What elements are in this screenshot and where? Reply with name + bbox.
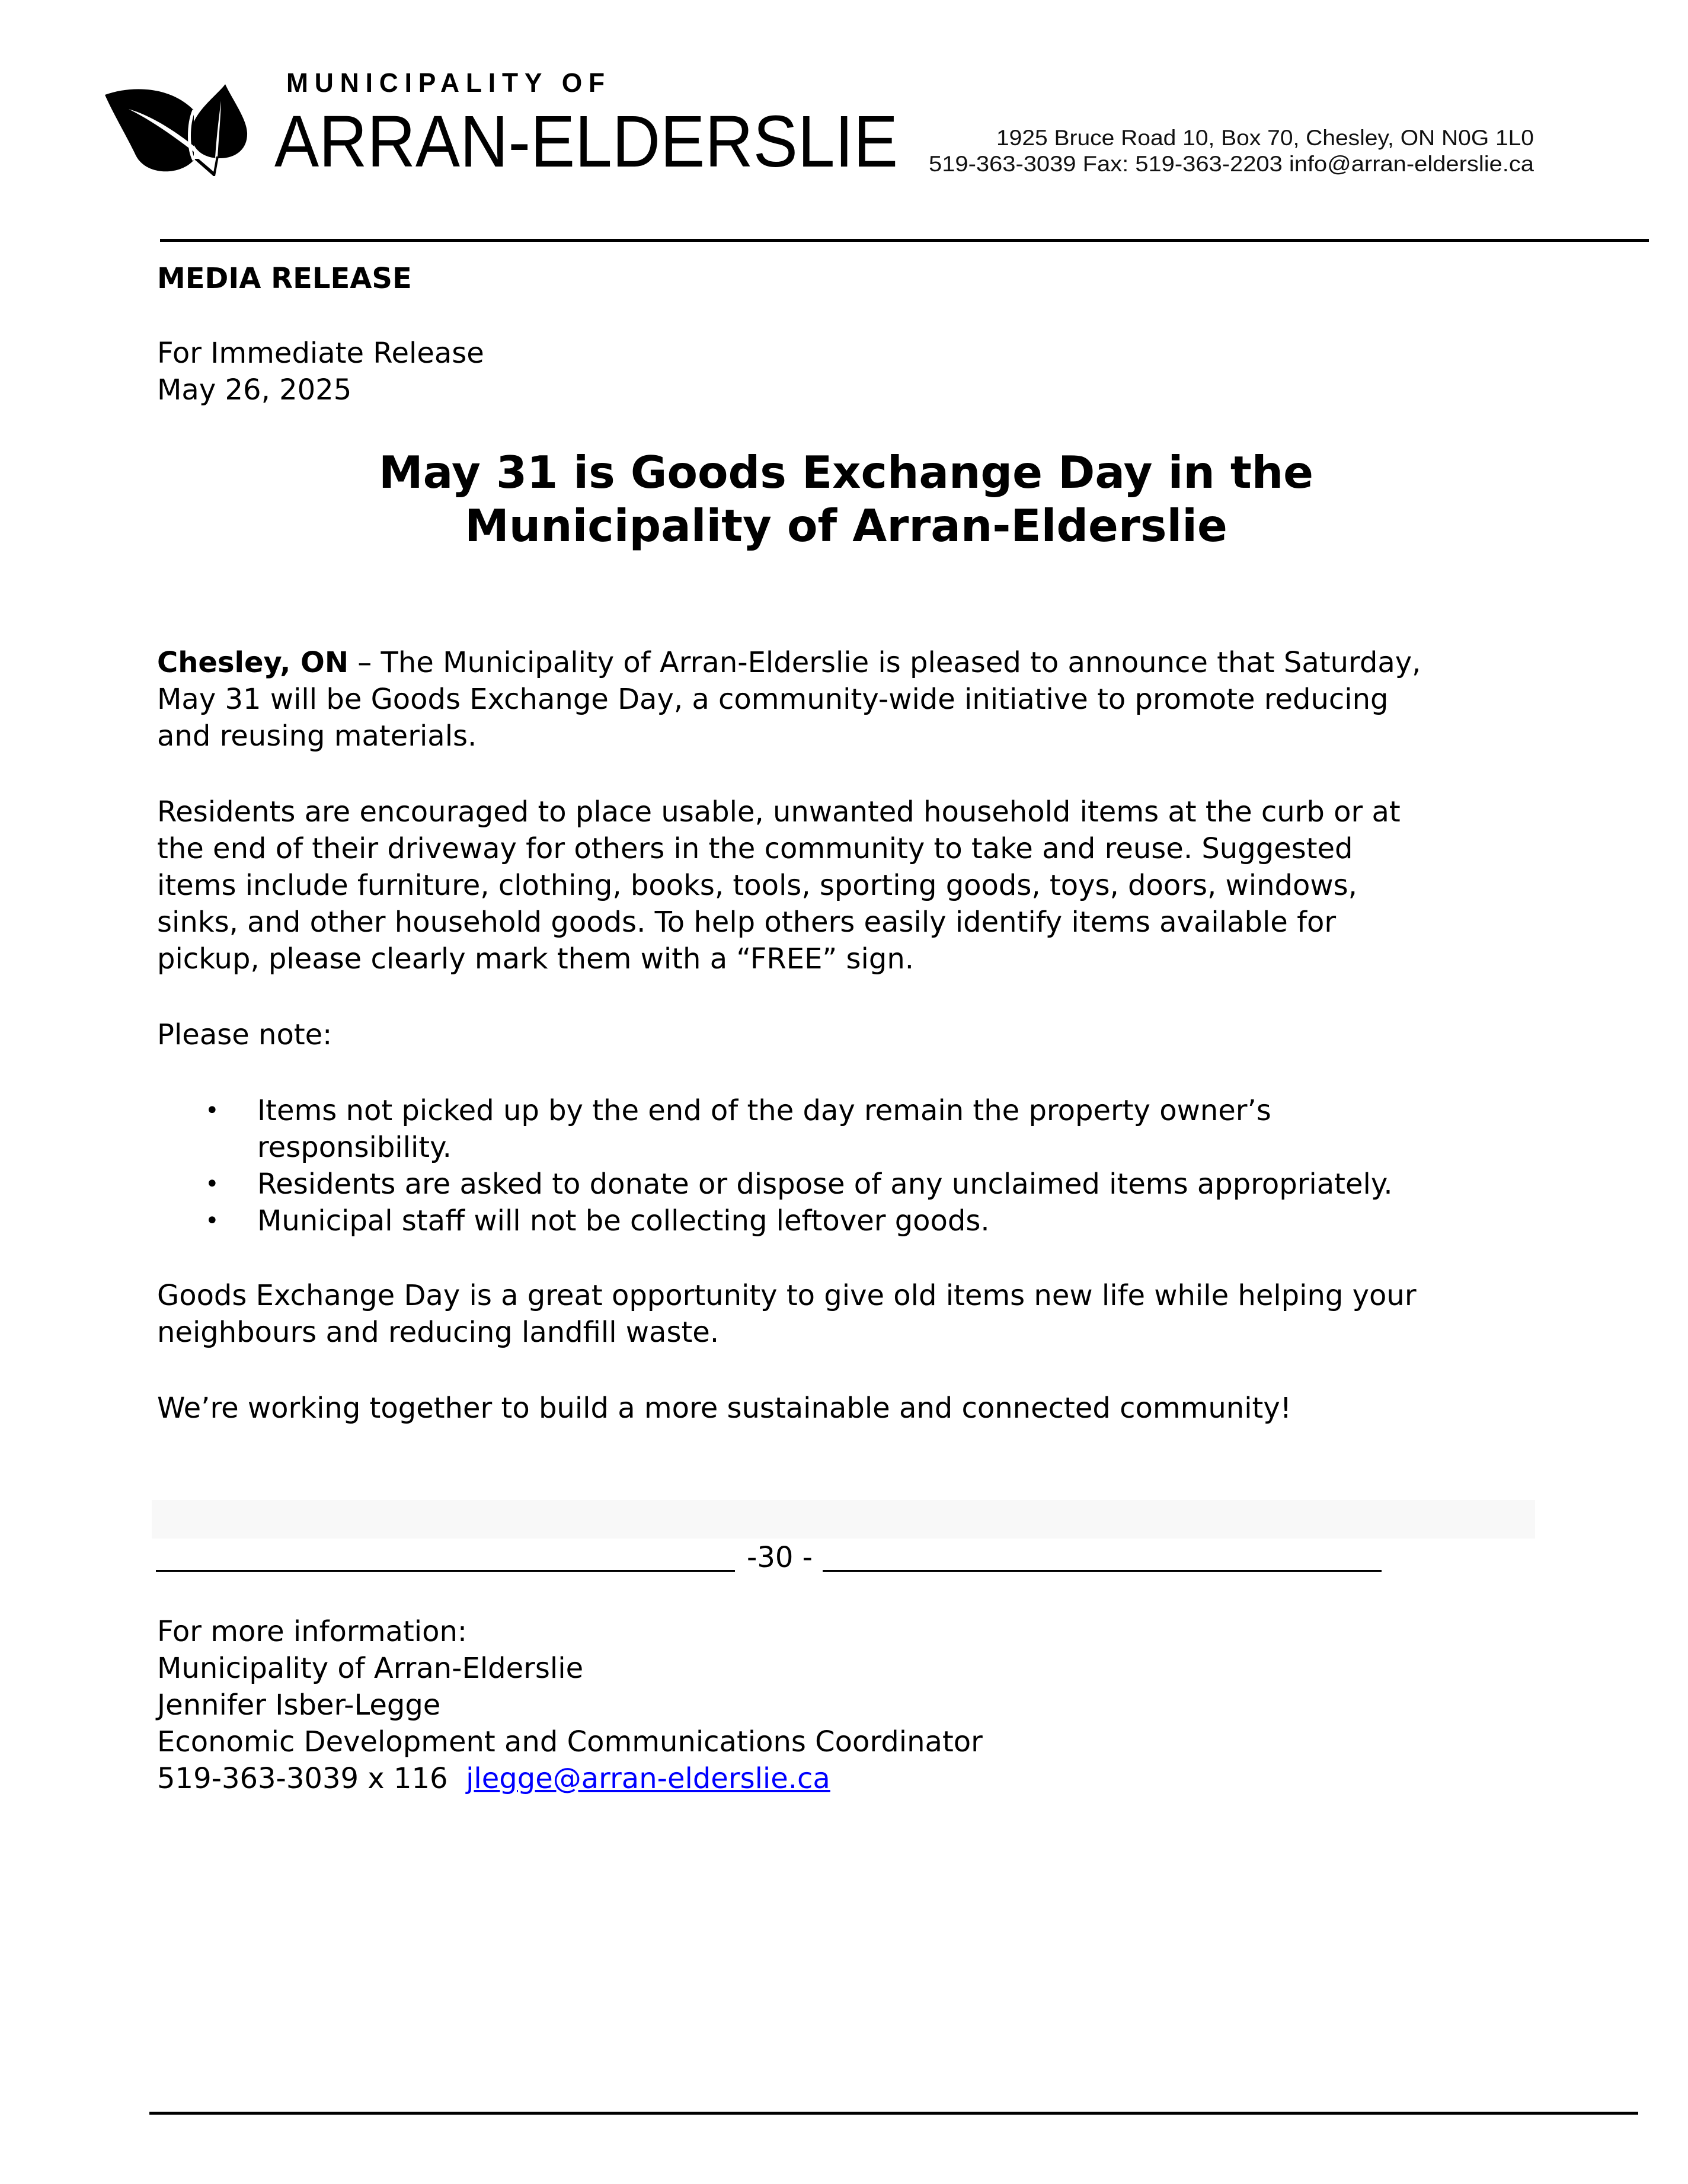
paragraph-line: neighbours and reducing landfill waste. — [157, 1316, 720, 1349]
list-item — [157, 1092, 1393, 1166]
end-mark-rule-left — [156, 1570, 735, 1572]
paragraph-line: May 31 will be Goods Exchange Day, a community-wide initiative to promote reducing — [157, 683, 1389, 716]
list-item — [157, 1166, 1393, 1203]
contact-intro: For more information: — [157, 1615, 468, 1648]
paragraph-line: Goods Exchange Day is a great opportunity to give old items new life while helping your — [157, 1279, 1417, 1312]
note-label: Please note: — [157, 1018, 333, 1051]
dateline: Chesley, ON — [157, 646, 349, 679]
contact-organization: Municipality of Arran-Elderslie — [157, 1652, 584, 1685]
contact-title: Economic Development and Communications Coordinator — [157, 1725, 983, 1758]
title-line: Municipality of Arran-Elderslie — [465, 500, 1227, 552]
release-date: May 26, 2025 — [157, 373, 352, 407]
list-item-line: Municipal staff will not be collecting leftover goods. — [257, 1204, 990, 1238]
org-prefix — [286, 66, 616, 100]
contact-block — [157, 1613, 983, 1797]
contact-line — [929, 151, 1534, 177]
address-line — [996, 125, 1534, 151]
org-name — [274, 101, 955, 184]
notes-list — [157, 1092, 1393, 1239]
list-item-line: responsibility. — [257, 1131, 452, 1164]
org-prefix-text: MUNICIPALITY OF — [286, 68, 611, 98]
page-title — [157, 446, 1535, 552]
footer-divider — [149, 2112, 1638, 2115]
sign-off-paragraph — [157, 1390, 1291, 1427]
contact-name: Jennifer Isber-Legge — [157, 1689, 441, 1722]
paragraph-line: items include furniture, clothing, books, tools, sporting goods, toys, doors, windows, — [157, 869, 1357, 902]
bullet-icon: • — [205, 1171, 219, 1198]
paragraph-line: Residents are encouraged to place usable, unwanted household items at the curb or at — [157, 795, 1401, 829]
contact-email-link[interactable]: jlegge@arran-elderslie.ca — [466, 1762, 830, 1795]
release-meta — [157, 335, 484, 408]
release-status: For Immediate Release — [157, 337, 484, 370]
contact-line-text: 519-363-3039 Fax: 519-363-2203 info@arran-elderslie.ca — [929, 152, 1534, 176]
dateline-rest: – The Municipality of Arran-Elderslie is pleased to announce that Saturday, — [349, 646, 1421, 679]
paragraph-line: and reusing materials. — [157, 720, 477, 753]
title-line: May 31 is Goods Exchange Day in the — [379, 446, 1313, 498]
header-divider — [160, 239, 1649, 242]
closing-paragraph — [157, 1277, 1417, 1351]
address-text: 1925 Bruce Road 10, Box 70, Chesley, ON N0G 1L0 — [996, 126, 1534, 150]
details-paragraph — [157, 794, 1401, 977]
end-mark-rule-right — [823, 1570, 1382, 1572]
intro-paragraph — [157, 644, 1421, 754]
paragraph-line: We’re working together to build a more sustainable and connected community! — [157, 1392, 1292, 1425]
end-mark: -30 - — [747, 1541, 813, 1574]
left-leaf — [105, 89, 194, 171]
shaded-band — [152, 1500, 1535, 1539]
contact-phone: 519-363-3039 x 116 — [157, 1762, 448, 1795]
release-label: MEDIA RELEASE — [157, 262, 412, 295]
org-name-text: ARRAN-ELDERSLIE — [274, 101, 898, 183]
paragraph-line — [157, 644, 1421, 681]
paragraph-line: sinks, and other household goods. To help others easily identify items available for — [157, 906, 1337, 939]
list-item-line: Residents are asked to donate or dispose of any unclaimed items appropriately. — [257, 1168, 1393, 1201]
list-item — [157, 1203, 1393, 1239]
bullet-icon: • — [205, 1097, 219, 1124]
list-item-line: Items not picked up by the end of the day remain the property owner’s — [257, 1094, 1271, 1127]
two-leaves-icon — [105, 83, 248, 177]
contact-phone-line — [157, 1760, 983, 1797]
paragraph-line: pickup, please clearly mark them with a “FREE” sign. — [157, 942, 915, 976]
paragraph-line: the end of their driveway for others in the community to take and reuse. Suggested — [157, 832, 1353, 865]
end-of-release-marker — [156, 1539, 1383, 1576]
bullet-icon: • — [205, 1207, 219, 1235]
